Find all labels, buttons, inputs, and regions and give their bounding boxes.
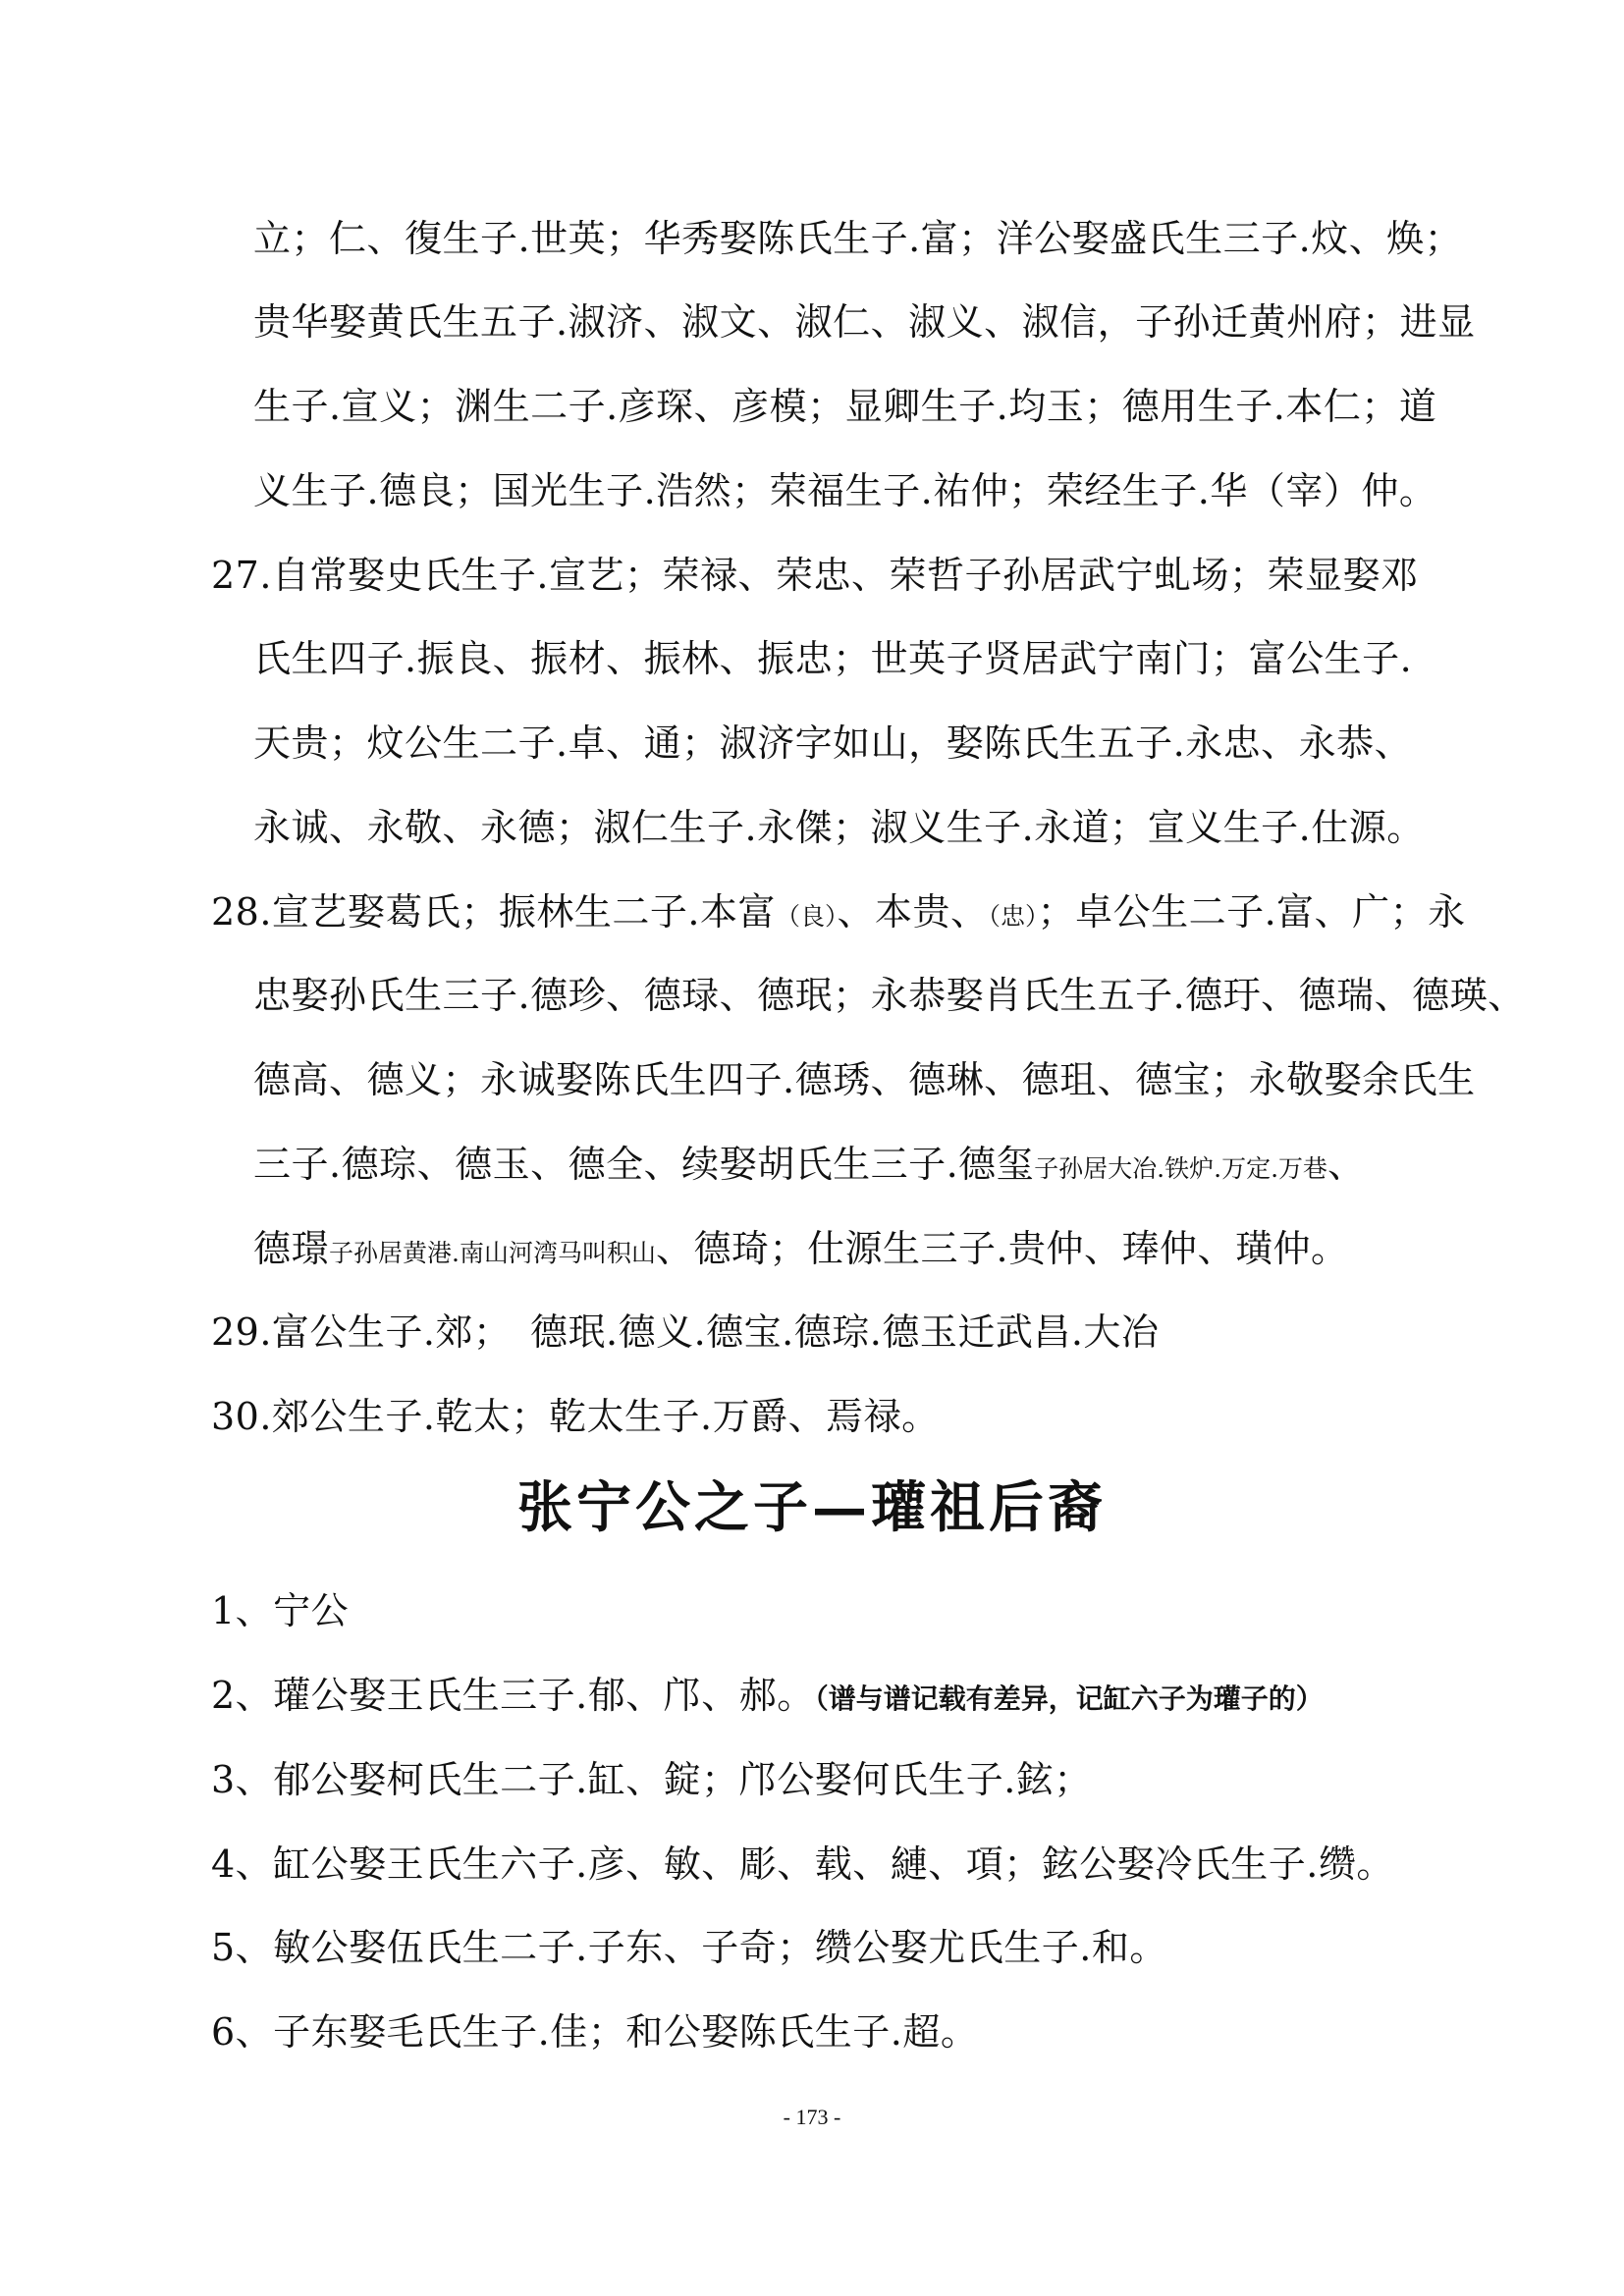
annotation-liang: （良）: [776, 902, 838, 931]
section-item-2: [211, 1674, 1324, 1717]
section-title: 张宁公之子—瓘祖后裔: [517, 1475, 1107, 1540]
section-item-3: 3、郁公娶柯氏生二子.缸、錠；邝公娶何氏生子.鉉；: [211, 1758, 1092, 1801]
text-line-1: 立；仁、復生子.世英；华秀娶陈氏生子.富；洋公娶盛氏生三子.炆、焕；: [253, 217, 1463, 260]
section-item-5: 5、敏公娶伍氏生二子.子东、子奇；缵公娶尤氏生子.和。: [211, 1926, 1167, 1969]
text-line-6: 氏生四子.振良、振材、振林、振忠；世英子贤居武宁南门；富公生子.: [253, 637, 1413, 680]
text-line-13-part-a: 德璟: [253, 1227, 330, 1270]
section-item-4: 4、缸公娶王氏生六子.彦、敏、彫、载、縺、項；鉉公娶冷氏生子.缵。: [211, 1842, 1394, 1886]
section-item-1: 1、宁公: [211, 1589, 350, 1632]
text-line-2: 贵华娶黄氏生五子.淑济、淑文、淑仁、淑义、淑信，子孙迁黄州府；进显: [253, 300, 1476, 344]
page-number: - 173 -: [783, 2105, 841, 2129]
annotation-zhong: （忠）: [988, 902, 1038, 931]
text-line-12-part-a: 三子.德琮、德玉、德全、续娶胡氏生三子.德玺: [253, 1143, 1035, 1186]
section-item-2-text: 2、瓘公娶王氏生三子.郁、邝、郝。: [211, 1674, 815, 1717]
text-line-9-part-e: ；卓公生二子.富、广；永: [1037, 890, 1466, 934]
text-line-9-part-c: 、本贵、: [837, 890, 989, 934]
text-line-12: [253, 1143, 1366, 1186]
annotation-daye: 子孙居大冶.铁炉.万定.万巷: [1034, 1154, 1328, 1183]
text-line-9: [211, 890, 1466, 934]
text-line-12-part-c: 、: [1327, 1143, 1366, 1186]
annotation-huanggang: 子孙居黄港.南山河湾马叫积山: [329, 1239, 656, 1267]
text-line-11: 德高、德义；永诚娶陈氏生四子.德琇、德琳、德珇、德宝；永敬娶余氏生: [253, 1058, 1476, 1101]
text-line-8: 永诚、永敬、永德；淑仁生子.永傑；淑义生子.永道；宣义生子.仕源。: [253, 806, 1425, 849]
text-line-3: 生子.宣义；渊生二子.彦琛、彦模；显卿生子.均玉；德用生子.本仁；道: [253, 385, 1437, 428]
text-line-13: [253, 1227, 1349, 1270]
section-item-6: 6、子东娶毛氏生子.佳；和公娶陈氏生子.超。: [211, 2010, 979, 2054]
text-line-7: 天贵；炆公生二子.卓、通；淑济字如山，娶陈氏生五子.永忠、永恭、: [253, 721, 1413, 765]
text-line-14: 29.富公生子.郊； 德珉.德义.德宝.德琮.德玉迁武昌.大冶: [211, 1310, 1160, 1354]
text-line-9-part-a: 28.宣艺娶葛氏；振林生二子.本富: [211, 890, 777, 934]
text-line-13-part-c: 、德琦；仕源生三子.贵仲、琫仲、璜仲。: [655, 1227, 1349, 1270]
text-line-5: 27.自常娶史氏生子.宣艺；荣禄、荣忠、荣哲子孙居武宁虬场；荣显娶邓: [211, 554, 1419, 597]
text-line-4: 义生子.德良；国光生子.浩然；荣福生子.祐仲；荣经生子.华（宰）仲。: [253, 469, 1437, 512]
text-line-10: 忠娶孙氏生三子.德珍、德琭、德珉；永恭娶肖氏生五子.德玗、德瑞、德瑛、: [253, 974, 1526, 1017]
section-item-2-note: （谱与谱记载有差异，记缸六子为瓘子的）: [814, 1682, 1324, 1715]
text-line-15: 30.郊公生子.乾太；乾太生子.万爵、焉禄。: [211, 1395, 940, 1438]
